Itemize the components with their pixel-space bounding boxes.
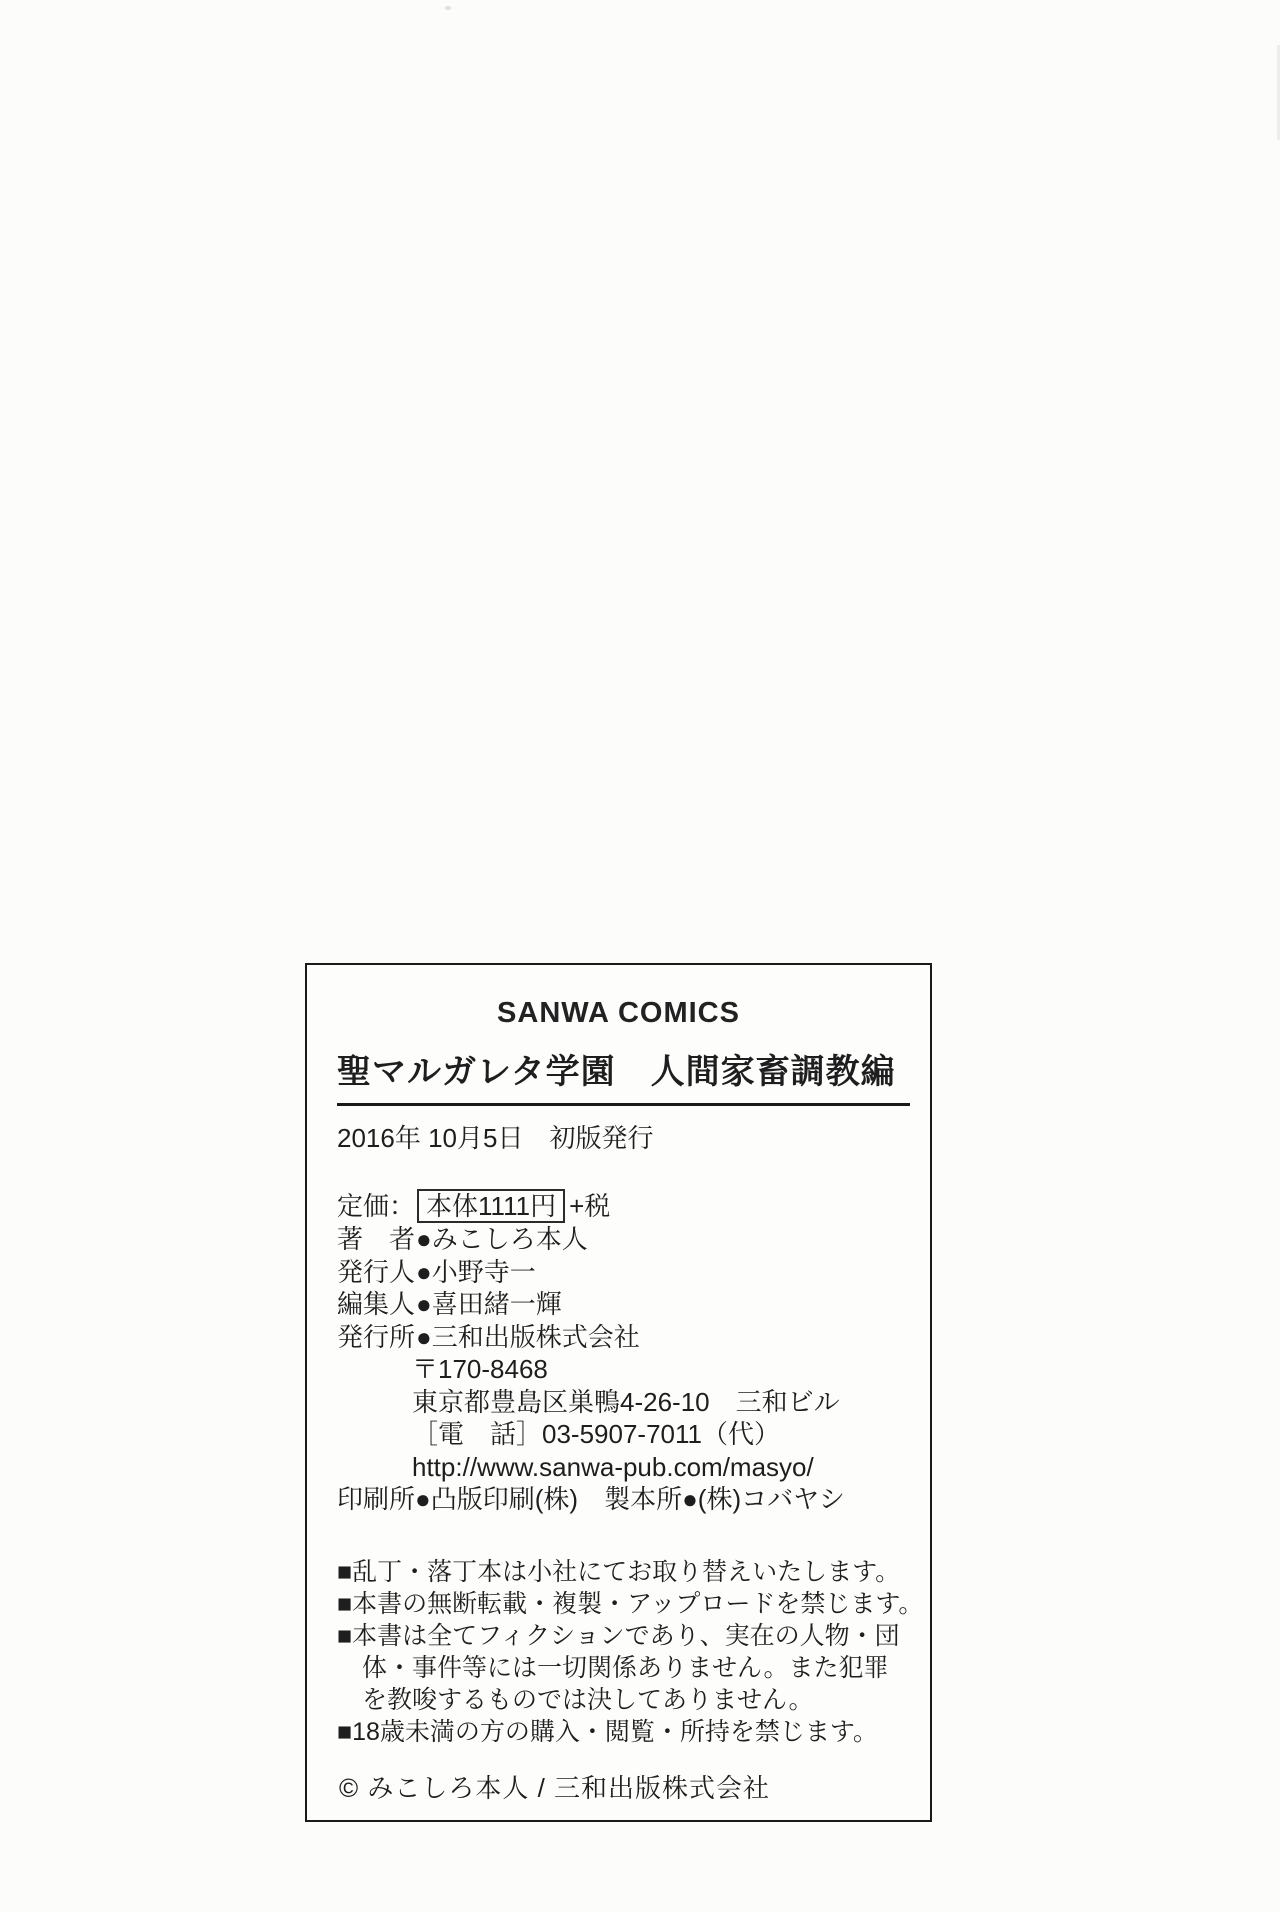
bullet-icon: ●: [415, 1484, 431, 1514]
notice-line: ■本書の無断転載・複製・アップロードを禁じます。: [337, 1589, 924, 1618]
publication-details: [337, 1189, 930, 1516]
book-title: 聖マルガレタ学園 人間家畜調教編: [337, 1054, 910, 1106]
notice-line-continuation: を教唆するものでは決してありません。: [362, 1685, 814, 1714]
binder-label: 製本所: [604, 1484, 683, 1514]
legal-notices: [337, 1556, 930, 1748]
credit-value: 喜田緒一輝: [431, 1289, 562, 1319]
printer-name: 凸版印刷(株): [430, 1484, 579, 1514]
notice-line: ■乱丁・落丁本は小社にてお取り替えいたします。: [337, 1557, 901, 1586]
website-url-line: http://www.sanwa-pub.com/masyo/: [412, 1451, 814, 1482]
notice-line-continuation: 体・事件等には一切関係ありません。また犯罪: [362, 1653, 889, 1682]
price-tax-suffix: +税: [569, 1191, 611, 1221]
imprint-brand: SANWA COMICS: [497, 997, 740, 1029]
binder-name: (株)コバヤシ: [697, 1484, 845, 1514]
price-boxed-value: 本体1111円: [417, 1189, 565, 1223]
postal-code-line: 〒170-8468: [412, 1354, 548, 1384]
bullet-icon: ●: [416, 1224, 432, 1254]
notice-line: ■本書は全てフィクションであり、実在の人物・団: [337, 1621, 900, 1650]
credit-row-publishing-house: [337, 1321, 930, 1354]
bullet-icon: ●: [682, 1484, 698, 1514]
credit-row-author: [337, 1223, 930, 1256]
credit-row-editor: [337, 1288, 930, 1321]
credit-label: 編集人: [337, 1289, 416, 1319]
edition-date-line: 2016年 10月5日 初版発行: [337, 1123, 654, 1153]
notice-line: ■18歳未満の方の購入・閲覧・所持を禁じます。: [337, 1717, 878, 1746]
colophon-box: [305, 963, 932, 1822]
bullet-icon: ●: [416, 1321, 432, 1352]
phone-line: ［電 話］03-5907-7011（代）: [412, 1419, 780, 1449]
credit-label: 著 者: [337, 1224, 416, 1254]
credit-value: 三和出版株式会社: [431, 1321, 640, 1352]
printer-label: 印刷所: [337, 1484, 416, 1514]
credit-value: 小野寺一: [431, 1256, 536, 1287]
credit-row-publisher-person: [337, 1256, 930, 1289]
price-row: [337, 1189, 930, 1223]
credit-value: みこしろ本人: [431, 1224, 588, 1254]
price-label: 定価：: [337, 1191, 416, 1221]
address-line: 東京都豊島区巣鴨4-26-10 三和ビル: [412, 1386, 840, 1417]
copyright-line: © みこしろ本人 / 三和出版株式会社: [339, 1772, 771, 1803]
bullet-icon: ●: [416, 1289, 432, 1319]
credit-label: 発行所: [337, 1321, 416, 1352]
production-row: [337, 1483, 930, 1516]
credit-label: 発行人: [337, 1256, 416, 1287]
scan-speck: [445, 6, 451, 10]
bullet-icon: ●: [416, 1256, 432, 1287]
